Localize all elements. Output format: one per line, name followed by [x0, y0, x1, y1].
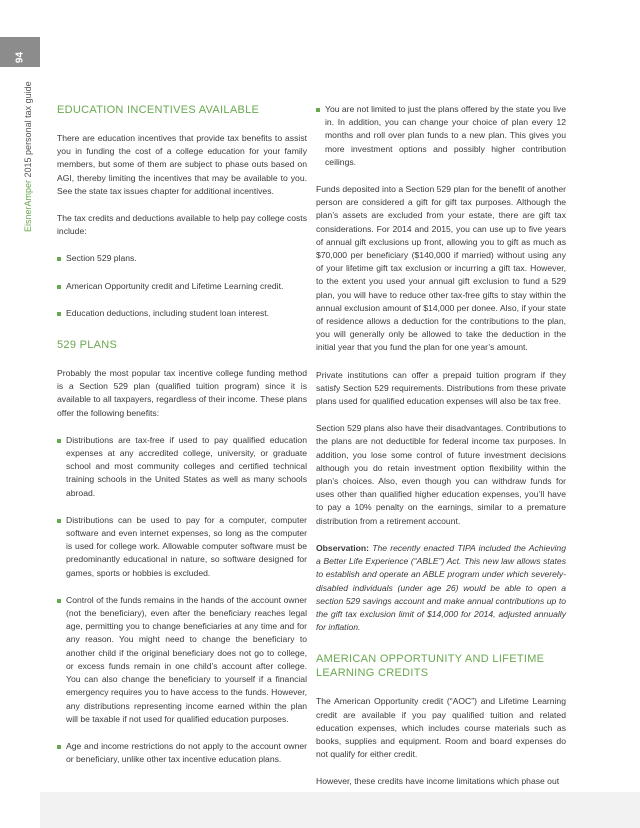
paragraph: There are education incentives that provide tax benefits to assist you in funding the cost of a college education for your family members, but some of them are subject to phase outs based on AGI, thereby limiting the incentives that may be available to you. See the state tax issues chapter for additional incentives. [57, 133, 307, 196]
list-item [57, 434, 307, 500]
paragraph: Section 529 plans also have their disadvantages. Contributions to the plans are not deductible for federal income tax purposes. In addition, you lose some control of future investment decisions although you do retain investment option flexibility within the plan’s choices. Also, even though you can withdraw funds for uses other than qualified higher education expenses, you’ll have to pay a 10% penalty on the earnings, similar to a premature distribution from a retirement account. [316, 423, 566, 526]
section-heading-529-plans: 529 PLANS [57, 339, 118, 352]
page-number: 94 [14, 51, 26, 64]
list-item-text: Age and income restrictions do not apply to the account owner or beneficiary, unlike other tax incentive education plans. [66, 740, 307, 765]
paragraph: Private institutions can offer a prepaid tuition program if they satisfy Section 529 requirements. Distributions from these private plans used for qualified education expenses will also be tax free. [316, 369, 566, 407]
left-column [57, 103, 307, 780]
list-item-text: American Opportunity credit and Lifetime Learning credit. [66, 280, 284, 291]
bullet-icon [57, 519, 61, 523]
list-item-text: Distributions are tax-free if used to pay qualified education expenses at any accredited college, university, or graduate school and most community colleges and certified technical training schools in the United States as well as many schools abroad. [66, 434, 307, 498]
list-item-text: Control of the funds remains in the hands of the account owner (not the beneficiary), even after the beneficiary reaches legal age, permitting you to change beneficiaries at any time and for any reason. You might need to change the beneficiary to another child if the original beneficiary does not go to college, or excess funds remain in one child’s account after college. You can also change the beneficiary to yourself if a financial emergency requires you to have access to the funds. However, any distributions representing income earned within the plan will be taxable if not used for qualified education purposes. [66, 594, 307, 724]
paragraph: Probably the most popular tax incentive college funding method is a Section 529 plan (qualified tuition program) since it is available to all taxpayers, regardless of their income. These plans offer the following benefits: [57, 368, 307, 418]
observation-label: Observation: [316, 542, 370, 553]
list-item [57, 740, 307, 766]
list-item-text: Distributions can be used to pay for a computer, computer software and even internet expenses, so long as the computer is used for college work. Allowable computer software must be predominantly educational in nature, so software designed for games, sports or hobbies is excluded. [66, 514, 307, 578]
list-item [316, 103, 566, 169]
bullet-icon [57, 257, 61, 261]
bullet-icon [57, 285, 61, 289]
list-item [57, 252, 307, 265]
list-item [57, 280, 307, 293]
side-strip [0, 0, 40, 828]
bullet-icon [316, 108, 320, 112]
list-item-text: Section 529 plans. [66, 253, 137, 264]
observation-text: The recently enacted TIPA included the Achieving a Better Life Experience (“ABLE”) Act. This new law allows states to establish and operate an ABLE program under which severely-disabled individuals (under age 26) would be able to open a section 529 savings account and make annual contributions up to the gift tax exclusion limit of $14,000 for 2014, adjusted annually for inflation. [316, 542, 566, 633]
paragraph: Funds deposited into a Section 529 plan for the benefit of another person are considered a gift for gift tax purposes. Although the plan’s assets are excluded from your estate, there are gift tax considerations. For 2014 and 2015, you can use up to five years of annual gift exclusions up front, allowing you to gift as much as $70,000 per beneficiary ($140,000 if married) without using any of your lifetime gift tax exclusion or incurring a gift tax. However, to the extent you used your annual gift exclusion to fund a 529 plan, you will have to reduce other tax-free gifts to stay within the annual exclusion amount of $14,000 per donee. Also, if your state of residence allows a deduction for the contributions to the plan, you will generally only be allowed to take the deduction in the initial year that you fund the plan for one year’s amount. [316, 184, 566, 353]
list-item-text: Education deductions, including student loan interest. [66, 307, 270, 318]
bullet-list [57, 434, 307, 766]
paragraph: The American Opportunity credit (“AOC”) and Lifetime Learning credit are available if you pay qualified tuition and related education expenses, which includes course materials such as books, supplies and equipment. Room and board expenses do not qualify for either credit. [316, 696, 566, 760]
bullet-icon [57, 599, 61, 603]
right-column [316, 103, 566, 803]
bullet-icon [57, 439, 61, 443]
list-item-text: You are not limited to just the plans offered by the state you live in. In addition, you can change your choice of plan every 12 months and roll over plan funds to a new plan. This gives you more investment options and possibly higher contribution ceilings. [325, 104, 566, 167]
bullet-icon [57, 745, 61, 749]
section-heading-american-opportunity: AMERICAN OPPORTUNITY AND LIFETIME LEARNING CREDITS [316, 653, 545, 680]
list-item [57, 594, 307, 726]
bullet-list [57, 252, 307, 320]
section-heading-education-incentives: EDUCATION INCENTIVES AVAILABLE [57, 104, 260, 116]
list-item [57, 307, 307, 320]
running-head [22, 81, 34, 232]
paragraph: The tax credits and deductions available to help pay college costs include: [57, 213, 307, 237]
bullet-list [316, 103, 566, 169]
brand-name: EisnerAmper [23, 179, 33, 232]
observation-note [316, 542, 566, 634]
guide-title: 2015 personal tax guide [23, 81, 33, 180]
paragraph: However, these credits have income limitations which phase out [316, 776, 560, 787]
bullet-icon [57, 312, 61, 316]
list-item [57, 514, 307, 580]
